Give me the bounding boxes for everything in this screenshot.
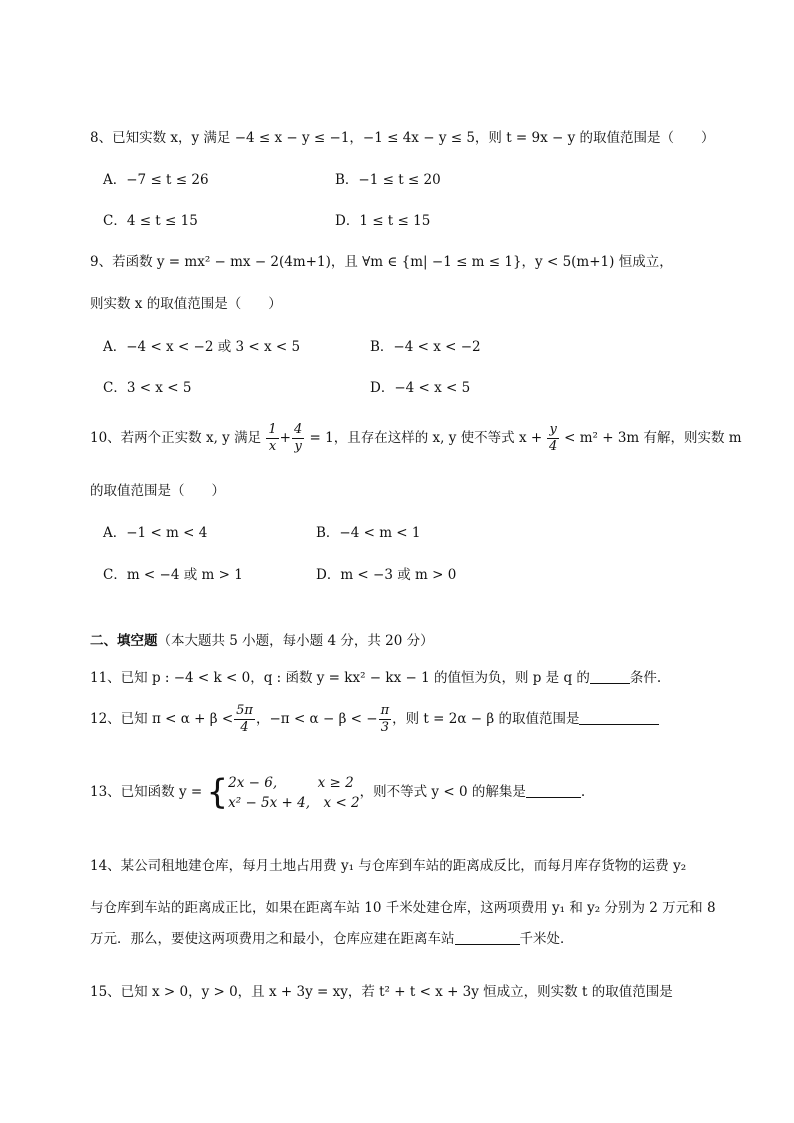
q10-option-a: A．−1 < m < 4 [103, 525, 208, 541]
question-11-stem [90, 668, 661, 688]
q10-stem-mid: = 1，且存在这样的 x, y 使不等式 x + [305, 430, 547, 446]
q10-stem-post: < m² + 3m 有解，则实数 m [559, 430, 742, 446]
q12-frac2-num: π [380, 703, 390, 718]
q12-stem-pre: 12、已知 π < α + β < [90, 711, 234, 727]
q8-option-b: B．−1 ≤ t ≤ 20 [335, 172, 441, 188]
q13-case-1: 2x − 6, x ≥ 2 [228, 774, 354, 791]
q10-option-c: C．m < −4 或 m > 1 [103, 567, 243, 583]
q10-fraction-4-over-y [292, 422, 304, 455]
q14-answer-blank[interactable] [455, 930, 520, 945]
section-2-heading [90, 631, 434, 651]
q10-frac1-den: x [268, 439, 277, 454]
q10-frac3-num: y [549, 422, 557, 437]
q9-option-c: C．3 < x < 5 [103, 380, 192, 396]
q10-option-b: B．−4 < m < 1 [316, 525, 421, 541]
q12-answer-blank[interactable] [579, 710, 659, 725]
q10-option-d: D．m < −3 或 m > 0 [316, 567, 457, 583]
q12-fraction-pi-over-3 [379, 703, 392, 736]
q8-option-c: C．4 ≤ t ≤ 15 [103, 213, 198, 229]
q13-stem-post: ，则不等式 y < 0 的解集是 [359, 784, 526, 800]
q11-stem-post: 条件. [629, 670, 662, 686]
q13-stem-pre: 13、已知函数 y = [90, 784, 203, 800]
q13-piecewise-cases [228, 773, 360, 813]
q14-line-3-post: 千米处． [519, 931, 574, 947]
q14-line-3-pre: 万元．那么，要使这两项费用之和最小，仓库应建在距离车站 [90, 931, 455, 947]
question-10-stem: 10、若两个正实数 x, y 满足 $\frac{1}{x}$ + $\frac{4}{y}$ = 1，且存在这样的 x, y 使不等式 x + $\frac{y}{4}$ < m² + 3m 有解，则实数 m [90, 422, 742, 454]
q10-frac2-num: 4 [293, 422, 303, 437]
q10-stem-pre: 10、若两个正实数 x, y 满足 [90, 430, 262, 446]
q12-stem-post: ，则 t = 2α − β 的取值范围是 [392, 711, 580, 727]
q12-stem-mid: ，−π < α − β < − [255, 711, 378, 727]
question-14-line-1: 14、某公司租地建仓库，每月土地占用费 y₁ 与仓库到车站的距离成反比，而每月库存货物的运费 y₂ [90, 858, 687, 874]
question-9-stem-cont: 则实数 x 的取值范围是（ ） [90, 296, 282, 312]
section-2-note: （本大题共 5 小题，每小题 4 分，共 20 分） [157, 633, 434, 649]
q13-answer-blank[interactable] [526, 783, 581, 798]
q12-fraction-5pi-over-4 [234, 703, 255, 736]
question-14-line-3 [90, 929, 574, 949]
q8-option-d: D．1 ≤ t ≤ 15 [335, 213, 431, 229]
question-10-stem-cont: 的取值范围是（ ） [90, 483, 225, 499]
question-14-line-2: 与仓库到车站的距离成正比，如果在距离车站 10 千米处建仓库，这两项费用 y₁ 和 y₂ 分别为 2 万元和 8 [90, 900, 716, 916]
q10-fraction-1-over-x [266, 422, 278, 455]
question-12-stem [90, 699, 659, 739]
q8-option-a: A．−7 ≤ t ≤ 26 [103, 172, 209, 188]
q11-stem-pre: 11、已知 p : −4 < k < 0，q : 函数 y = kx² − kx − 1 的值恒为负，则 p 是 q 的 [90, 670, 590, 686]
q13-case-2: x² − 5x + 4, x < 2 [228, 794, 360, 811]
q9-option-d: D．−4 < x < 5 [370, 380, 471, 396]
q12-frac2-den: 3 [380, 720, 389, 735]
question-8-stem: 8、已知实数 x，y 满足 −4 ≤ x − y ≤ −1，−1 ≤ 4x − y ≤ 5，则 t = 9x − y 的取值范围是（ ） [90, 130, 715, 146]
question-15-stem: 15、已知 x > 0，y > 0，且 x + 3y = xy，若 t² + t < x + 3y 恒成立，则实数 t 的取值范围是 [90, 984, 673, 1000]
question-13-stem [90, 766, 585, 818]
question-9-stem: 9、若函数 y = mx² − mx − 2(4m+1)，且 ∀m ∈ {m| −1 ≤ m ≤ 1}，y < 5(m+1) 恒成立， [90, 254, 673, 270]
q10-frac3-den: 4 [548, 439, 558, 454]
q11-answer-blank[interactable] [590, 669, 630, 684]
q13-left-brace: { [206, 772, 229, 813]
q10-frac1-num: 1 [268, 422, 277, 437]
q13-stem-end: . [580, 784, 586, 800]
q10-frac2-den: y [294, 439, 302, 454]
q12-frac1-den: 4 [240, 720, 249, 735]
q9-option-b: B．−4 < x < −2 [370, 339, 481, 355]
q10-fraction-y-over-4 [547, 422, 558, 455]
section-2-title: 二、填空题 [90, 633, 158, 649]
q9-option-a: A．−4 < x < −2 或 3 < x < 5 [103, 339, 301, 355]
q12-frac1-num: 5π [236, 703, 253, 718]
